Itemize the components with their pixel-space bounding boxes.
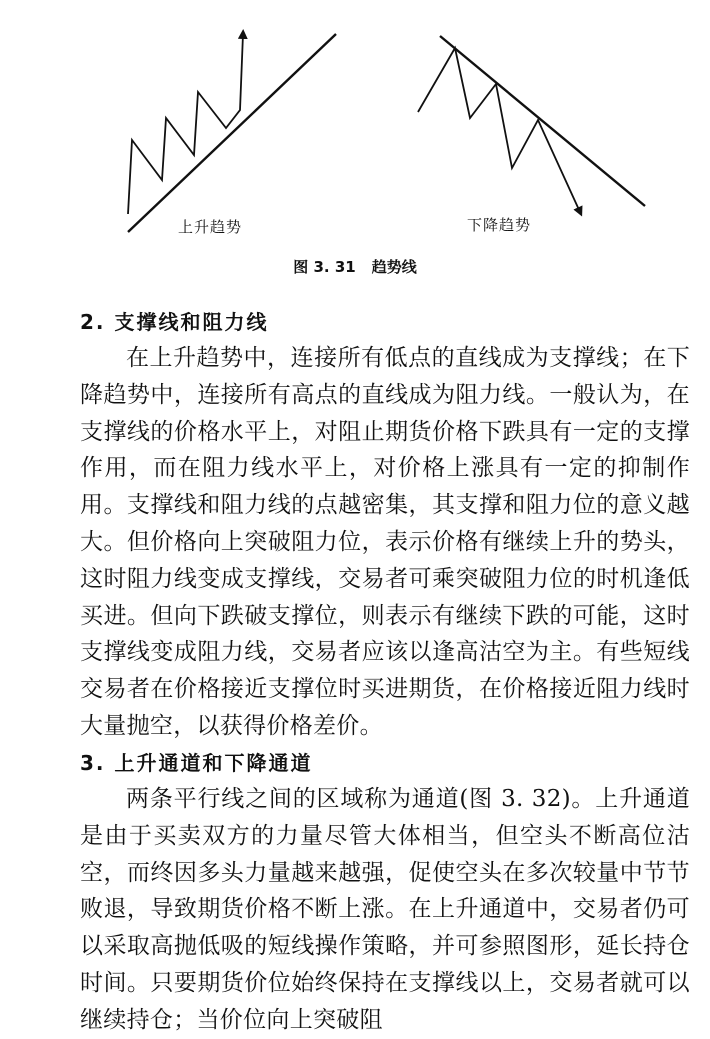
paragraph-channels: 两条平行线之间的区域称为通道(图 3. 32)。上升通道是由于买卖双方的力量尽管大体相当，但空头不断高位沽空，而终因多头力量越来越强，促使空头在多次较量中节节败退，导致期货价格不断上涨。在上升通道中，交易者仍可以采取高抛低吸的短线操作策略，并可参照图形，延长持仓时间。只要期货价位始终保持在支撑线以上，交易者就可以继续持仓；当价位向上突破阻 [80,786,690,1033]
uptrend-price-path [128,34,243,214]
figure-number: 图 3. 31 [293,258,356,276]
uptrend-label: 上升趋势 [178,218,243,236]
downtrend-label: 下降趋势 [467,216,532,234]
downtrend-resistance-line [440,36,645,206]
figure-caption [0,256,710,277]
figure-title: 趋势线 [371,258,417,276]
downtrend-price-path [418,48,580,212]
trend-line-diagram [0,0,710,250]
trend-line-figure [0,0,710,285]
paragraph-support-resistance: 在上升趋势中，连接所有低点的直线成为支撑线；在下降趋势中，连接所有高点的直线成为阻力线。一般认为，在支撑线的价格水平上，对阻止期货价格下跌具有一定的支撑作用，而在阻力线水平上，对价格上涨具有一定的抑制作用。支撑线和阻力线的点越密集，其支撑和阻力位的意义越大。但价格向上突破阻力位，表示价格有继续上升的势头，这时阻力线变成支撑线，交易者可乘突破阻力位的时机逢低买进。但向下跌破支撑位，则表示有继续下跌的可能，这时支撑线变成阻力线，交易者应该以逢高沽空为主。有些短线交易者在价格接近支撑位时买进期货，在价格接近阻力线时大量抛空，以获得价格差价。 [80,345,690,739]
section-heading-support-resistance: 2. 支撑线和阻力线 [80,310,269,334]
uptrend-support-line [128,34,336,232]
section-heading-channels: 3. 上升通道和下降通道 [80,751,313,775]
